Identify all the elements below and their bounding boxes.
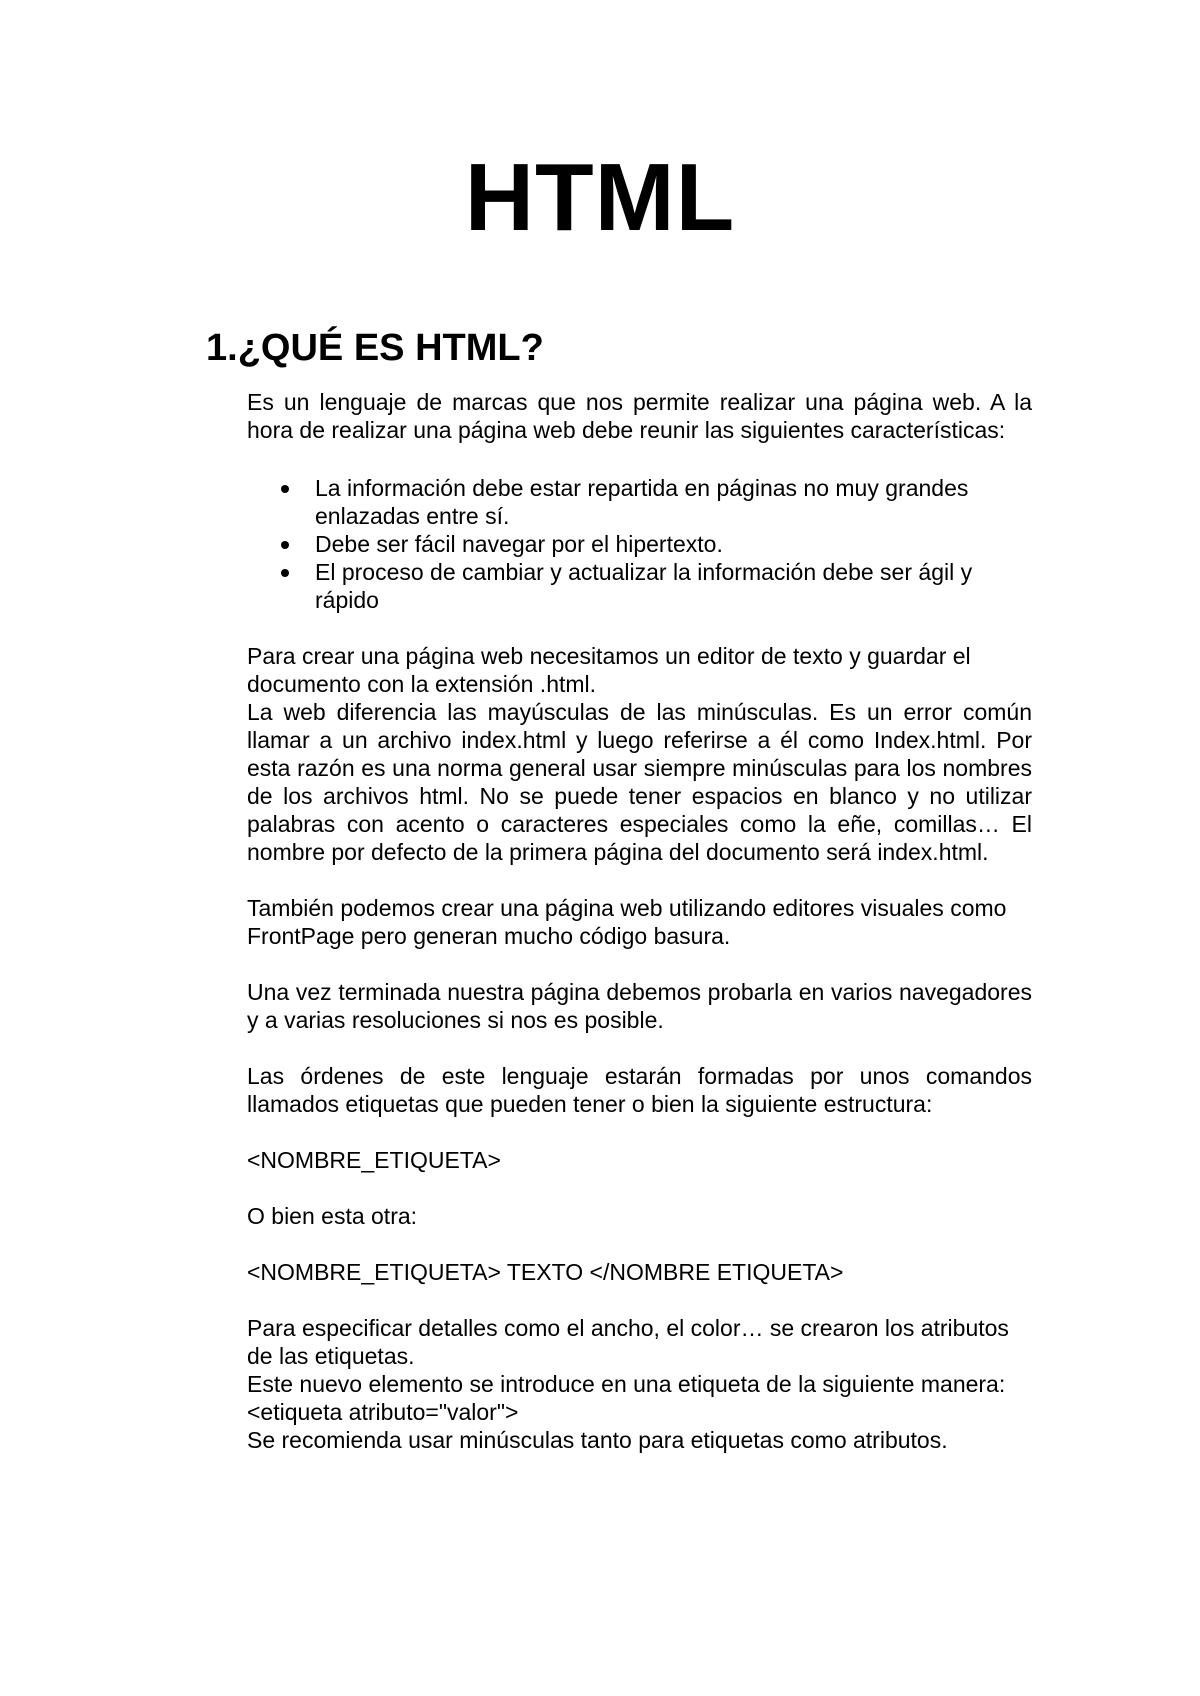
- list-item: [247, 474, 977, 530]
- attribute-example: <etiqueta atributo="valor">: [247, 1399, 519, 1425]
- case-paragraph: La web diferencia las mayúsculas de las minúsculas. Es un error común llamar a un archivo index.html y luego referirse a él como Index.html. Por esta razón es una norma general usar siempre minúsculas para los nombres de los archivos html. No se puede tener espacios en blanco y no utilizar palabras con acento o caracteres especiales como la eñe, comillas… El nombre por defecto de la primera página del documento será index.html.: [247, 699, 1032, 865]
- tag-text-structure-example: <NOMBRE_ETIQUETA> TEXTO </NOMBRE ETIQUETA>: [247, 1259, 844, 1285]
- bullet-icon: [281, 569, 289, 577]
- document-body: [247, 388, 1032, 1454]
- intro-paragraph: Es un lenguaje de marcas que nos permite realizar una página web. A la hora de realizar una página web debe reunir las siguientes características:: [247, 389, 1032, 443]
- bullet-icon: [281, 541, 289, 549]
- bullet-icon: [281, 485, 289, 493]
- visual-editors-paragraph: También podemos crear una página web utilizando editores visuales como FrontPage pero generan mucho código basura.: [247, 895, 1007, 949]
- list-item-text: Debe ser fácil navegar por el hipertexto.: [315, 531, 723, 557]
- editor-paragraph: Para crear una página web necesitamos un editor de texto y guardar el documento con la extensión .html.: [247, 643, 971, 697]
- attributes-paragraph: Para especificar detalles como el ancho, el color… se crearon los atributos de las etiquetas.: [247, 1315, 1009, 1369]
- tag-structure-example: <NOMBRE_ETIQUETA>: [247, 1147, 501, 1173]
- list-item: [247, 558, 977, 614]
- list-item-text: La información debe estar repartida en páginas no muy grandes enlazadas entre sí.: [315, 475, 969, 529]
- testing-paragraph: Una vez terminada nuestra página debemos probarla en varios navegadores y a varias resoluciones si nos es posible.: [247, 979, 1032, 1033]
- section-heading: [206, 326, 544, 370]
- section-title: ¿QUÉ ES HTML?: [237, 327, 544, 369]
- attribute-usage-paragraph: Este nuevo elemento se introduce en una etiqueta de la siguiente manera:: [247, 1371, 1006, 1397]
- document-title: HTML: [464, 144, 736, 251]
- lowercase-recommendation: Se recomienda usar minúsculas tanto para etiquetas como atributos.: [247, 1427, 948, 1453]
- alternative-paragraph: O bien esta otra:: [247, 1203, 418, 1229]
- list-item-text: El proceso de cambiar y actualizar la información debe ser ágil y rápido: [315, 559, 973, 613]
- section-number: 1.: [206, 327, 238, 369]
- list-item: [247, 530, 977, 558]
- orders-paragraph: Las órdenes de este lenguaje estarán formadas por unos comandos llamados etiquetas que pueden tener o bien la siguiente estructura:: [247, 1063, 1032, 1117]
- characteristics-list: [247, 474, 977, 614]
